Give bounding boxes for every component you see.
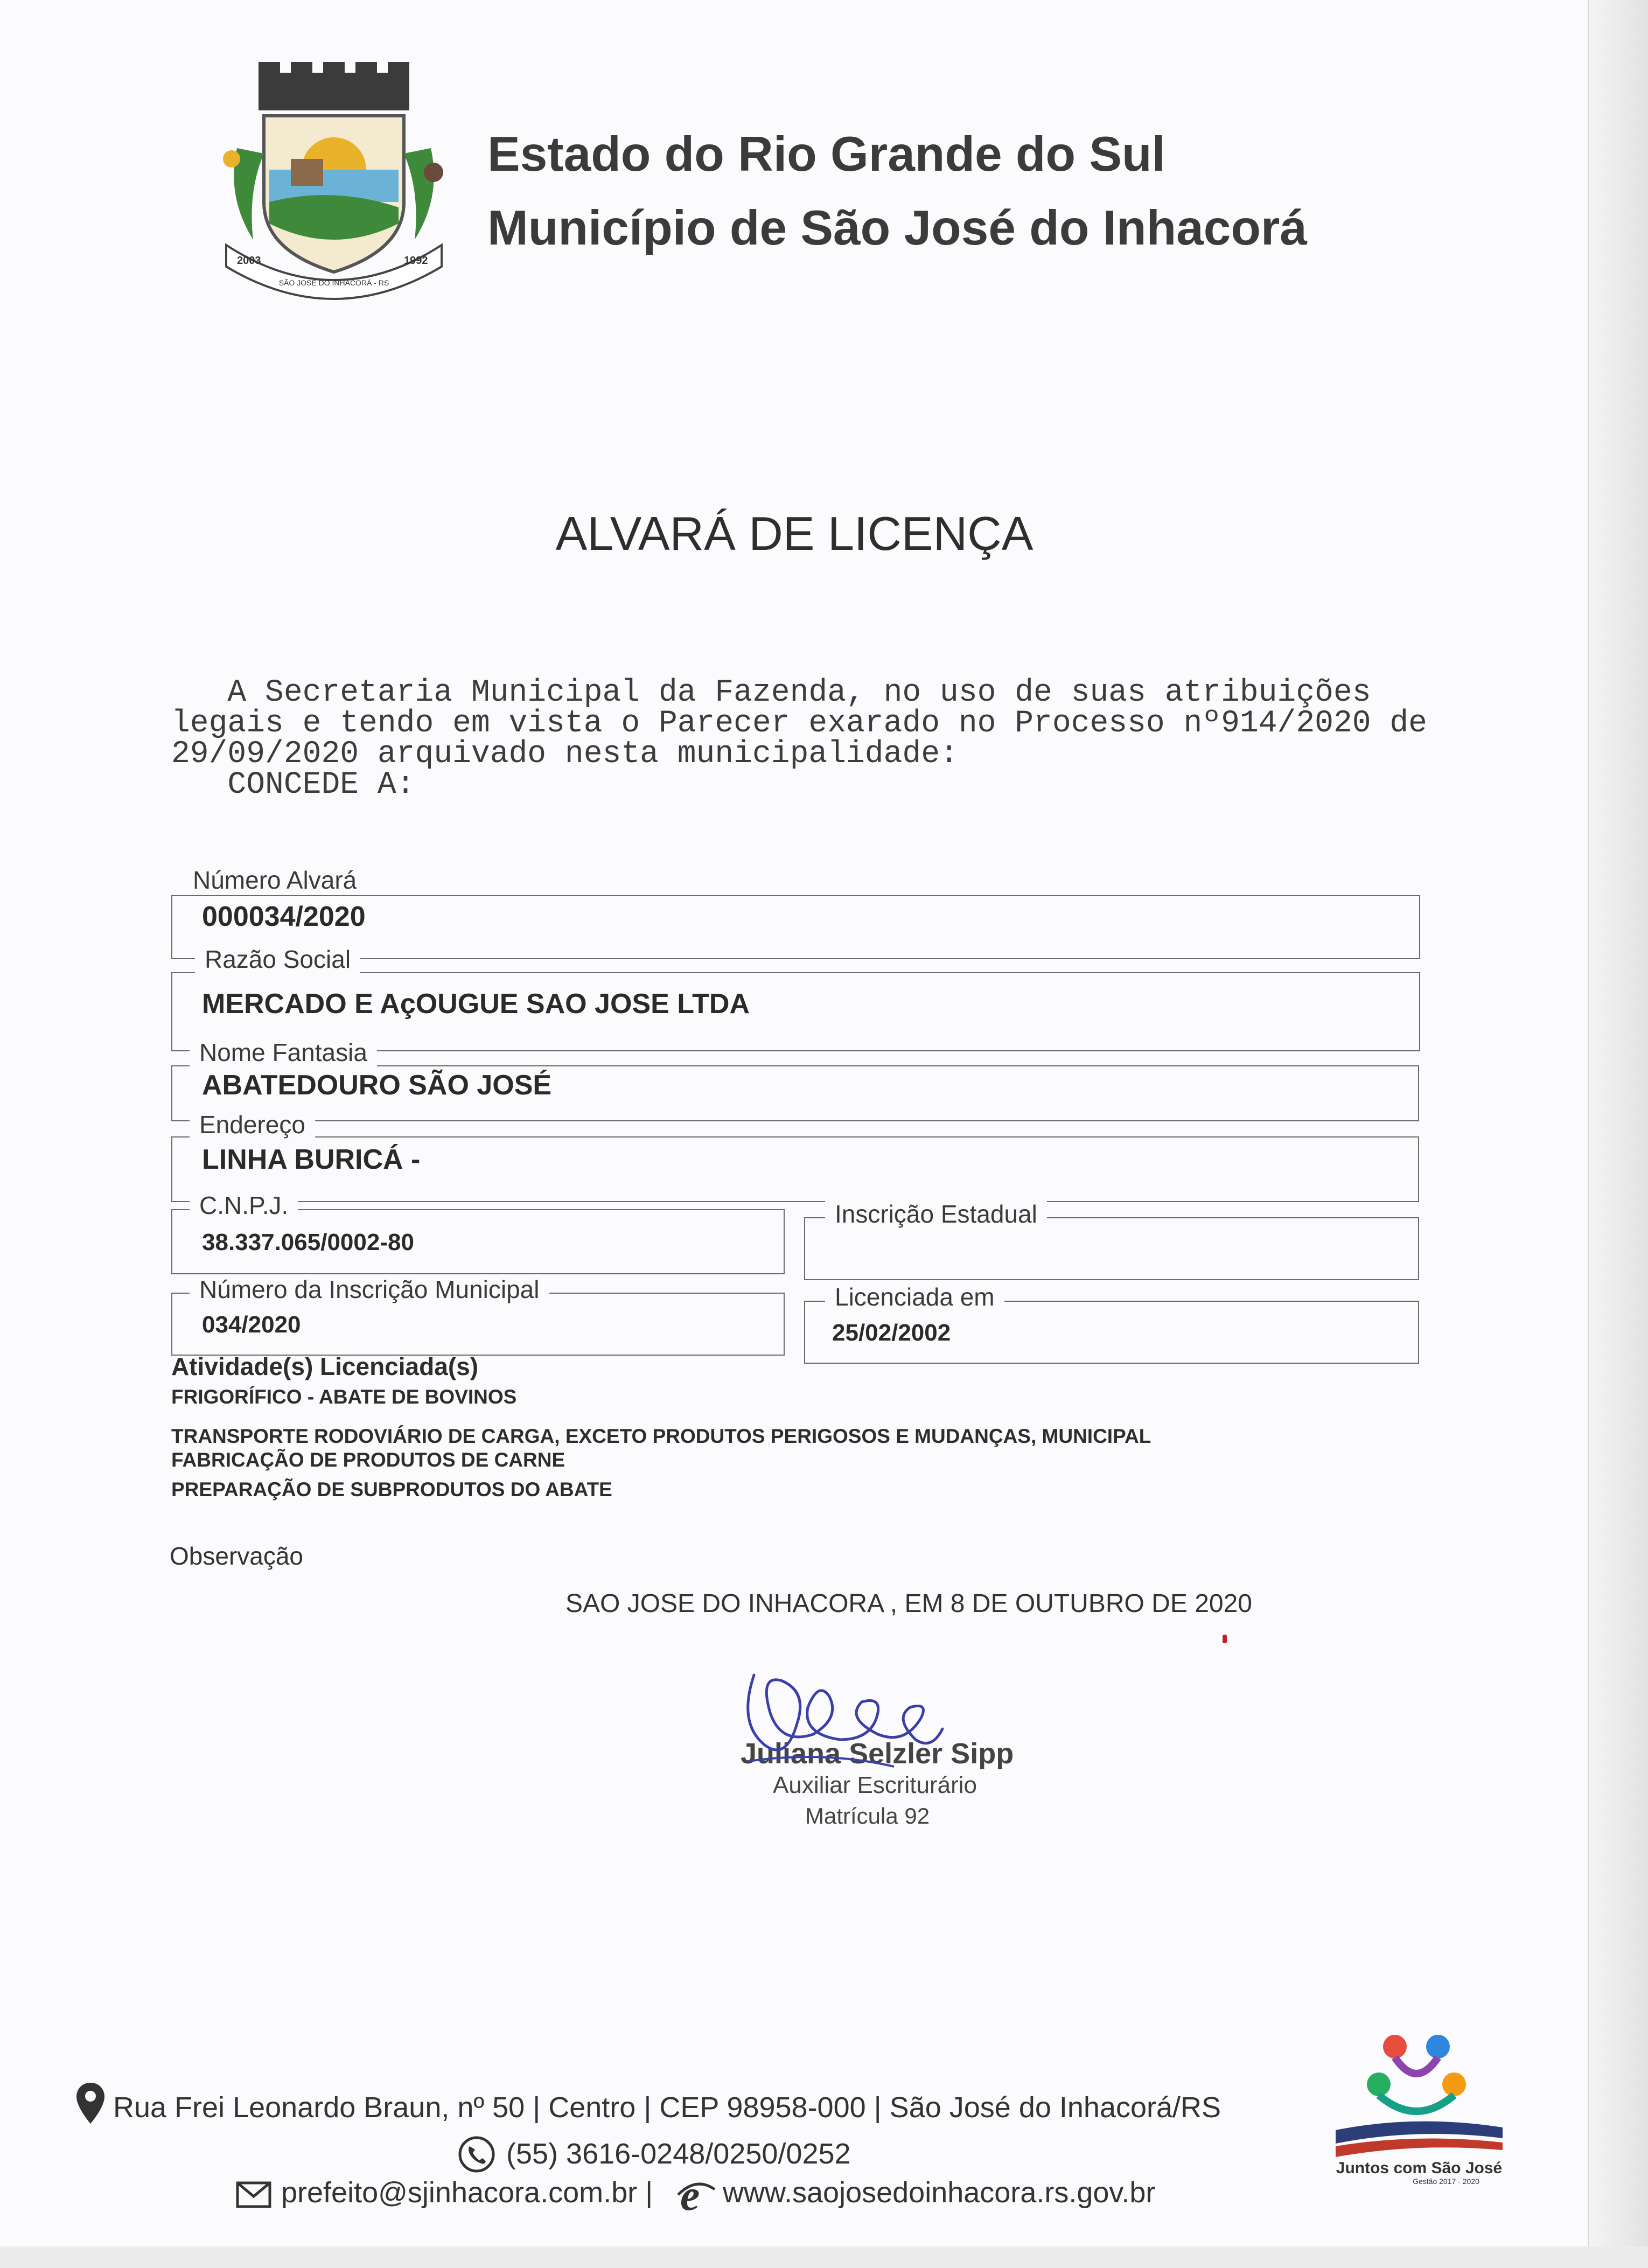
page-bottom-edge <box>0 2246 1648 2268</box>
numero-alvara-label: Número Alvará <box>183 866 366 894</box>
intro-line-2: legais e tendo em vista o Parecer exarado no Processo nº914/2020 de <box>171 706 1427 741</box>
licenciada-em-value: 25/02/2002 <box>832 1320 951 1346</box>
red-mark <box>1223 1635 1227 1643</box>
crest-ribbon-text: SÃO JOSÉ DO INHACORÁ - RS <box>278 278 389 287</box>
date-line: SAO JOSE DO INHACORA , EM 8 DE OUTUBRO DE 2020 <box>565 1589 1252 1618</box>
endereco-label: Endereço <box>190 1111 315 1139</box>
signer-registration: Matrícula 92 <box>805 1803 930 1829</box>
browser-e-icon <box>676 2173 717 2216</box>
location-pin-icon <box>75 2082 106 2125</box>
numero-alvara-value: 000034/2020 <box>202 901 366 932</box>
state-heading: Estado do Rio Grande do Sul <box>487 127 1165 182</box>
document-title: ALVARÁ DE LICENÇA <box>555 507 1034 560</box>
endereco-value: LINHA BURICÁ - <box>202 1144 421 1175</box>
page-right-edge <box>1588 0 1648 2268</box>
phone-icon <box>458 2136 495 2173</box>
footer-website[interactable]: www.saojosedoinhacora.rs.gov.br <box>723 2176 1156 2209</box>
intro-line-3: 29/09/2020 arquivado nesta municipalidade: <box>171 737 959 772</box>
intro-line-4: CONCEDE A: <box>171 767 415 802</box>
licenciada-em-label: Licenciada em <box>825 1283 1004 1311</box>
crest-year-right: 1992 <box>404 255 428 267</box>
activity-item: PREPARAÇÃO DE SUBPRODUTOS DO ABATE <box>171 1478 612 1501</box>
activity-item: TRANSPORTE RODOVIÁRIO DE CARGA, EXCETO PRODUTOS PERIGOSOS E MUDANÇAS, MUNICIPAL <box>171 1425 1151 1447</box>
cnpj-value: 38.337.065/0002-80 <box>202 1229 414 1255</box>
footer-email[interactable]: prefeito@sjinhacora.com.br | <box>281 2176 653 2209</box>
svg-text:e: e <box>680 2173 700 2216</box>
activity-item: FRIGORÍFICO - ABATE DE BOVINOS <box>171 1386 517 1408</box>
footer-address: Rua Frei Leonardo Braun, nº 50 | Centro | CEP 98958-000 | São José do Inhacorá/RS <box>113 2091 1221 2124</box>
signer-role: Auxiliar Escriturário <box>773 1772 977 1798</box>
municipality-heading: Município de São José do Inhacorá <box>487 201 1307 255</box>
email-icon <box>236 2181 271 2208</box>
razao-social-label: Razão Social <box>195 945 360 973</box>
observacao-label: Observação <box>170 1542 304 1570</box>
footer-phone: (55) 3616-0248/0250/0252 <box>506 2138 851 2170</box>
razao-social-value: MERCADO E AçOUGUE SAO JOSE LTDA <box>202 988 750 1020</box>
nome-fantasia-value: ABATEDOURO SÃO JOSÉ <box>202 1070 552 1101</box>
municipal-crest-logo <box>215 62 452 315</box>
intro-line-1: A Secretaria Municipal da Fazenda, no uso de suas atribuições <box>171 675 1371 710</box>
inscricao-municipal-value: 034/2020 <box>202 1311 301 1338</box>
juntos-logo-text: Juntos com São José <box>1336 2159 1503 2177</box>
cnpj-label: C.N.P.J. <box>190 1191 298 1219</box>
activities-heading: Atividade(s) Licenciada(s) <box>171 1352 479 1380</box>
activity-item: FABRICAÇÃO DE PRODUTOS DE CARNE <box>171 1449 565 1471</box>
nome-fantasia-label: Nome Fantasia <box>190 1038 377 1066</box>
inscricao-estadual-label: Inscrição Estadual <box>825 1200 1047 1228</box>
inscricao-municipal-label: Número da Inscrição Municipal <box>190 1275 549 1303</box>
juntos-com-sao-jose-logo <box>1330 2025 1508 2187</box>
signer-name: Juliana Selzler Sipp <box>741 1737 1014 1770</box>
juntos-logo-subtext: Gestão 2017 - 2020 <box>1413 2177 1479 2186</box>
handwritten-signature <box>716 1659 959 1783</box>
crest-year-left: 2003 <box>237 255 261 267</box>
